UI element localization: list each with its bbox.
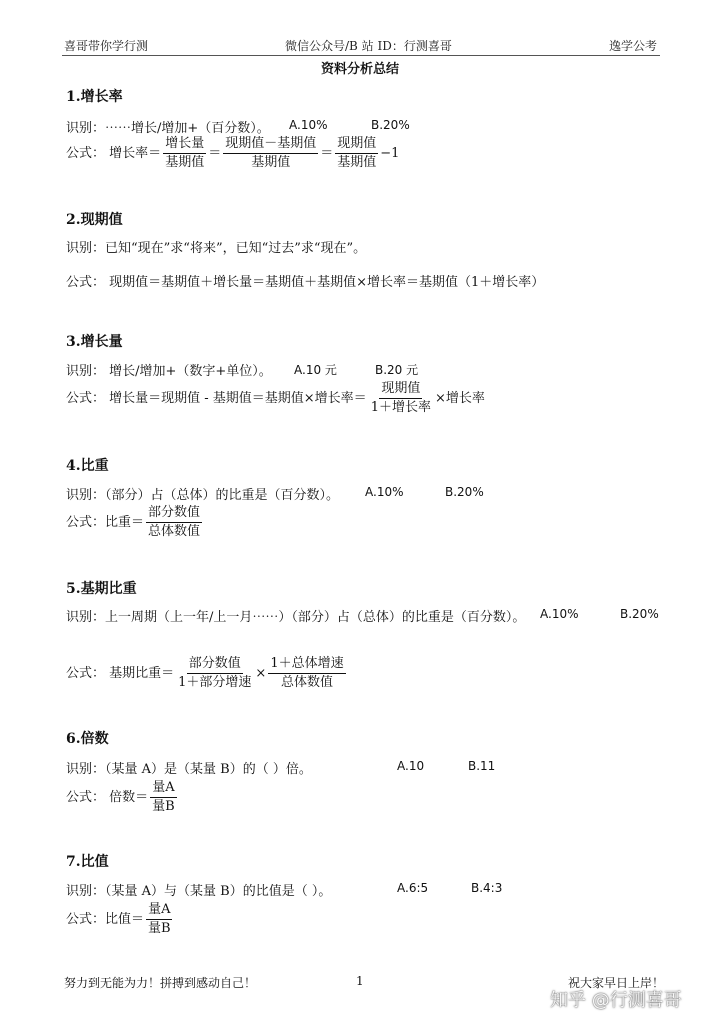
- denominator: 量B: [148, 921, 171, 936]
- option-a: A.10 元: [294, 363, 337, 377]
- header-left: 喜哥带你学行测: [64, 39, 149, 53]
- identify-proportion: 识别：（部分）占（总体）的比重是（百分数）。: [66, 488, 340, 503]
- identify-multiple: 识别：（某量 A）是（某量 B）的（ ）倍。: [66, 762, 312, 777]
- footer-motto: 努力到无能为力！拼搏到感动自己！: [64, 976, 257, 990]
- numerator: 部分数值: [187, 656, 243, 674]
- numerator: 量A: [150, 780, 176, 798]
- section-heading-current-value: 2.现期值: [66, 212, 123, 228]
- formula-lhs: 公式： 基期比重＝: [66, 666, 175, 681]
- denominator: 1＋部分增速: [178, 675, 252, 690]
- fraction: [146, 505, 202, 540]
- denominator: 量B: [152, 799, 175, 814]
- denominator: 总体数值: [280, 675, 333, 690]
- fraction: [163, 136, 206, 171]
- option-b: B.20%: [445, 485, 484, 499]
- formula-tail: −1: [380, 146, 400, 161]
- identify-growth-rate: 识别：⋯⋯增长/增加+（百分数）。: [66, 121, 270, 136]
- section-heading-growth-amount: 3.增长量: [66, 334, 123, 350]
- option-a: A.10: [397, 759, 425, 773]
- formula-label: 公式：: [66, 146, 106, 161]
- option-b: B.20%: [371, 118, 410, 132]
- formula-growth-amount: [66, 381, 485, 416]
- formula-tail: ×增长率: [434, 391, 485, 406]
- option-a: A.10%: [289, 118, 328, 132]
- numerator: 现期值－基期值: [223, 136, 318, 154]
- multiply-sign: ×: [255, 666, 267, 681]
- option-b: B.4:3: [471, 881, 503, 895]
- fraction: [176, 656, 253, 691]
- header-right: 逸学公考: [609, 39, 658, 53]
- formula-base-proportion: [66, 656, 348, 691]
- section-heading-proportion: 4.比重: [66, 458, 109, 474]
- header-center: 微信公众号/B 站 ID：行测喜哥: [285, 39, 452, 53]
- section-heading-multiple: 6.倍数: [66, 731, 109, 747]
- denominator: 基期值: [337, 155, 377, 170]
- denominator: 1＋增长率: [370, 400, 431, 415]
- formula-current-value: 公式： 现期值＝基期值＋增长量＝基期值＋基期值×增长率＝基期值（1＋增长率）: [66, 275, 545, 290]
- section-heading-ratio: 7.比值: [66, 854, 109, 870]
- formula-lhs: 公式： 倍数＝: [66, 790, 149, 805]
- formula-lhs: 增长率: [109, 146, 149, 161]
- option-b: B.20%: [620, 607, 659, 621]
- document-title: 资料分析总结: [320, 62, 399, 77]
- formula-lhs: 公式：比重＝: [66, 515, 145, 530]
- option-b: B.11: [468, 759, 496, 773]
- section-heading-base-proportion: 5.基期比重: [66, 581, 137, 597]
- denominator: 基期值: [165, 155, 205, 170]
- numerator: 1＋总体增速: [268, 656, 345, 674]
- formula-multiple: [66, 780, 179, 815]
- numerator: 现期值: [335, 136, 378, 154]
- header-divider: [62, 55, 660, 56]
- footer-wish: 祝大家早日上岸！: [568, 976, 665, 990]
- numerator: 部分数值: [146, 505, 202, 523]
- option-b: B.20 元: [375, 363, 419, 377]
- identify-growth-amount: 识别： 增长/增加+（数字+单位）。: [66, 364, 272, 379]
- fraction: [268, 656, 345, 691]
- denominator: 总体数值: [148, 524, 201, 539]
- formula-growth-rate: 公式： 增长率＝ $\frac{\text{增长量}}{\text{基期值}}$ ＝ $\frac{\text{现期值－基期值}}{\text{基期值}}$ ＝ $\frac{\text{现期值}}{\text{基期值}}$ −1: [66, 136, 400, 170]
- fraction: [223, 136, 318, 171]
- page-number: 1: [356, 974, 364, 988]
- watermark: 知乎 @行测喜哥: [550, 990, 682, 1011]
- fraction: [146, 902, 173, 937]
- identify-current-value: 识别：已知“现在”求“将来”，已知“过去”求“现在”。: [66, 241, 367, 256]
- numerator: 量A: [146, 902, 172, 920]
- formula-ratio: [66, 902, 175, 937]
- formula-lhs: 公式： 增长量＝现期值 - 基期值＝基期值×增长率＝: [66, 391, 367, 406]
- formula-proportion: [66, 505, 204, 540]
- formula-lhs: 公式：比值＝: [66, 912, 145, 927]
- identify-ratio: 识别：（某量 A）与（某量 B）的比值是（ ）。: [66, 884, 332, 899]
- option-a: A.10%: [365, 485, 404, 499]
- denominator: 基期值: [251, 155, 291, 170]
- option-a: A.10%: [540, 607, 579, 621]
- fraction: [335, 136, 378, 171]
- numerator: 增长量: [163, 136, 206, 154]
- option-a: A.6:5: [397, 881, 429, 895]
- fraction: [150, 780, 177, 815]
- fraction: [369, 381, 433, 416]
- numerator: 现期值: [379, 381, 422, 399]
- identify-base-proportion: 识别：上一周期（上一年/上一月⋯⋯）（部分）占（总体）的比重是（百分数）。: [66, 610, 526, 625]
- section-heading-growth-rate: 1.增长率: [66, 89, 123, 105]
